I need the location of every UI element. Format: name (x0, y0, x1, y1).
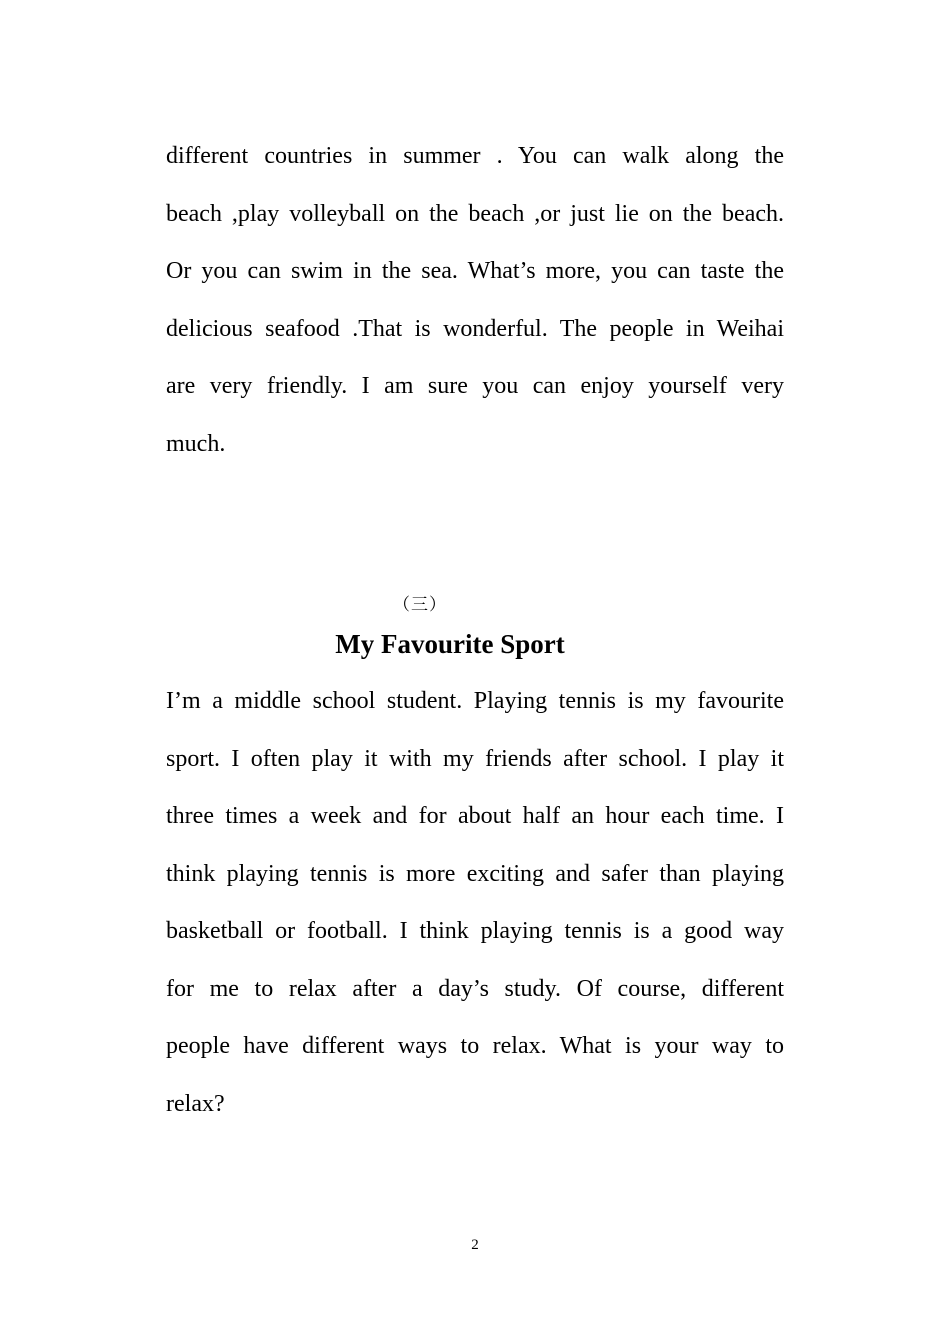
paragraph-line: sport. I often play it with my friends after school. I play it (166, 745, 784, 772)
paragraph-weihai-ending (166, 128, 784, 473)
paragraph-line: for me to relax after a day’s study. Of course, different (166, 975, 784, 1002)
essay-title: My Favourite Sport (335, 629, 565, 659)
paragraph-line: different countries in summer . You can walk along the (166, 143, 784, 169)
page-number: 2 (471, 1237, 479, 1253)
paragraph-line: are very friendly. I am sure you can enjoy yourself very (166, 373, 784, 399)
paragraph-line: beach ,play volleyball on the beach ,or just lie on the beach. (166, 200, 784, 227)
paragraph-line: three times a week and for about half an hour each time. I (166, 803, 784, 829)
paragraph-line: Or you can swim in the sea. What’s more, you can taste the (166, 258, 784, 284)
paragraph-line: delicious seafood .That is wonderful. The people in Weihai (166, 315, 784, 342)
paragraph-line: I’m a middle school student. Playing tennis is my favourite (166, 688, 784, 714)
paragraph-favourite-sport (166, 673, 784, 1133)
paragraph-line: relax? (166, 1090, 225, 1117)
section-number: （三） (393, 595, 447, 615)
paragraph-line: much. (166, 430, 226, 457)
paragraph-line: people have different ways to relax. What is your way to (166, 1033, 784, 1059)
paragraph-line: think playing tennis is more exciting and safer than playing (166, 860, 784, 887)
paragraph-line: basketball or football. I think playing tennis is a good way (166, 918, 784, 944)
